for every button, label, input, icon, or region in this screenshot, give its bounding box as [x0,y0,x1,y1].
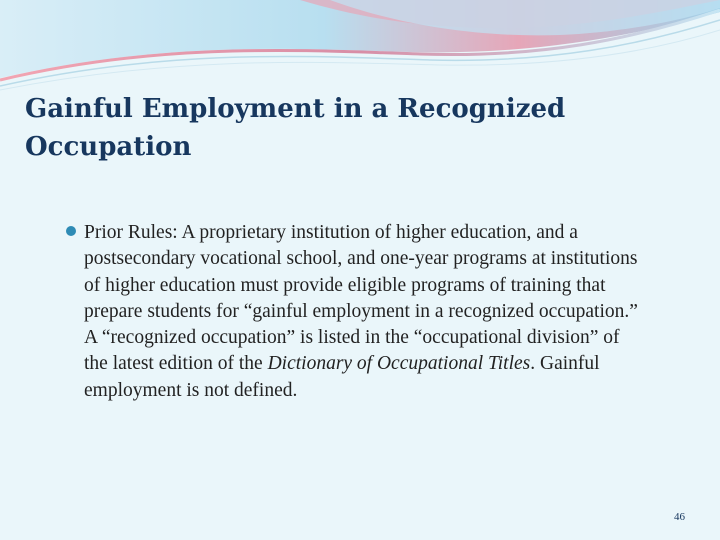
decorative-header-banner [0,0,720,95]
bullet-text-part2: . Gainful employment is not defined. [84,353,600,401]
slide-title: Gainful Employment in a Recognized Occupation [25,94,566,162]
page-number: 46 [674,511,685,523]
bullet-text [84,220,646,404]
bullet-dot-icon [66,226,76,236]
bullet-item [66,220,646,404]
bullet-text-part1: Prior Rules: A proprietary institution of higher education, and a postsecondary vocational school, and one-year programs at institutions of higher education must provide eligible programs of training that prepare students for “gainful employment in a recognized occupation.” A “recognized occupation” is listed in the “occupational division” of the latest edition of the [84,222,638,375]
dictionary-title: Dictionary of Occupational Titles [267,353,531,375]
